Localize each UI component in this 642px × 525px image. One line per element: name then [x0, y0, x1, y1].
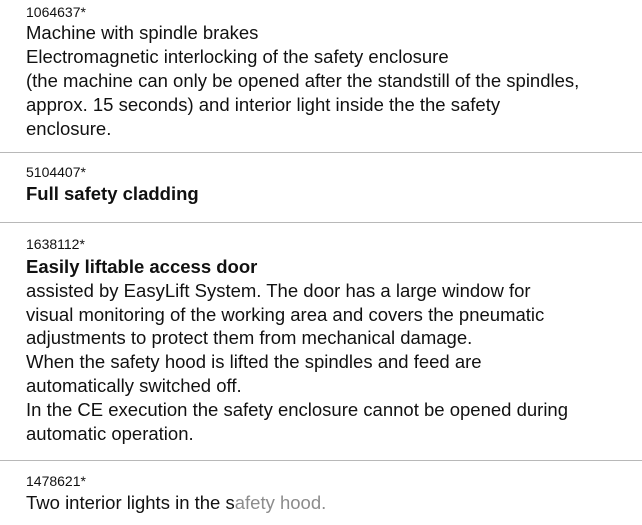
text-line: automatically switched off. — [26, 375, 242, 396]
text-line-faded-part: afety hood. — [234, 492, 327, 513]
section-title: Easily liftable access door — [26, 256, 258, 277]
text-line: assisted by EasyLift System. The door has a large window for — [26, 280, 531, 301]
text-line: visual monitoring of the working area and covers the pneumatic — [26, 304, 545, 325]
text-line: automatic operation. — [26, 423, 194, 444]
article-number: 5104407* — [26, 164, 86, 180]
article-number: 1478621* — [26, 473, 86, 489]
article-number: 1064637* — [26, 4, 86, 20]
section-title: Full safety cladding — [26, 183, 199, 204]
text-line: enclosure. — [26, 118, 112, 139]
section-divider — [0, 222, 642, 223]
text-line: approx. 15 seconds) and interior light inside the the safety — [26, 94, 501, 115]
text-line: In the CE execution the safety enclosure cannot be opened during — [26, 399, 569, 420]
text-line — [26, 491, 326, 515]
text-line: Machine with spindle brakes — [26, 22, 259, 43]
text-line: adjustments to protect them from mechanical damage. — [26, 327, 473, 348]
section-divider — [0, 152, 642, 153]
section-divider — [0, 460, 642, 461]
article-number: 1638112* — [26, 236, 85, 252]
text-line-part: Two interior lights in the s — [26, 492, 235, 513]
text-line: When the safety hood is lifted the spindles and feed are — [26, 351, 482, 372]
text-line: Electromagnetic interlocking of the safety enclosure — [26, 46, 449, 67]
text-line: (the machine can only be opened after the standstill of the spindles, — [26, 70, 580, 91]
